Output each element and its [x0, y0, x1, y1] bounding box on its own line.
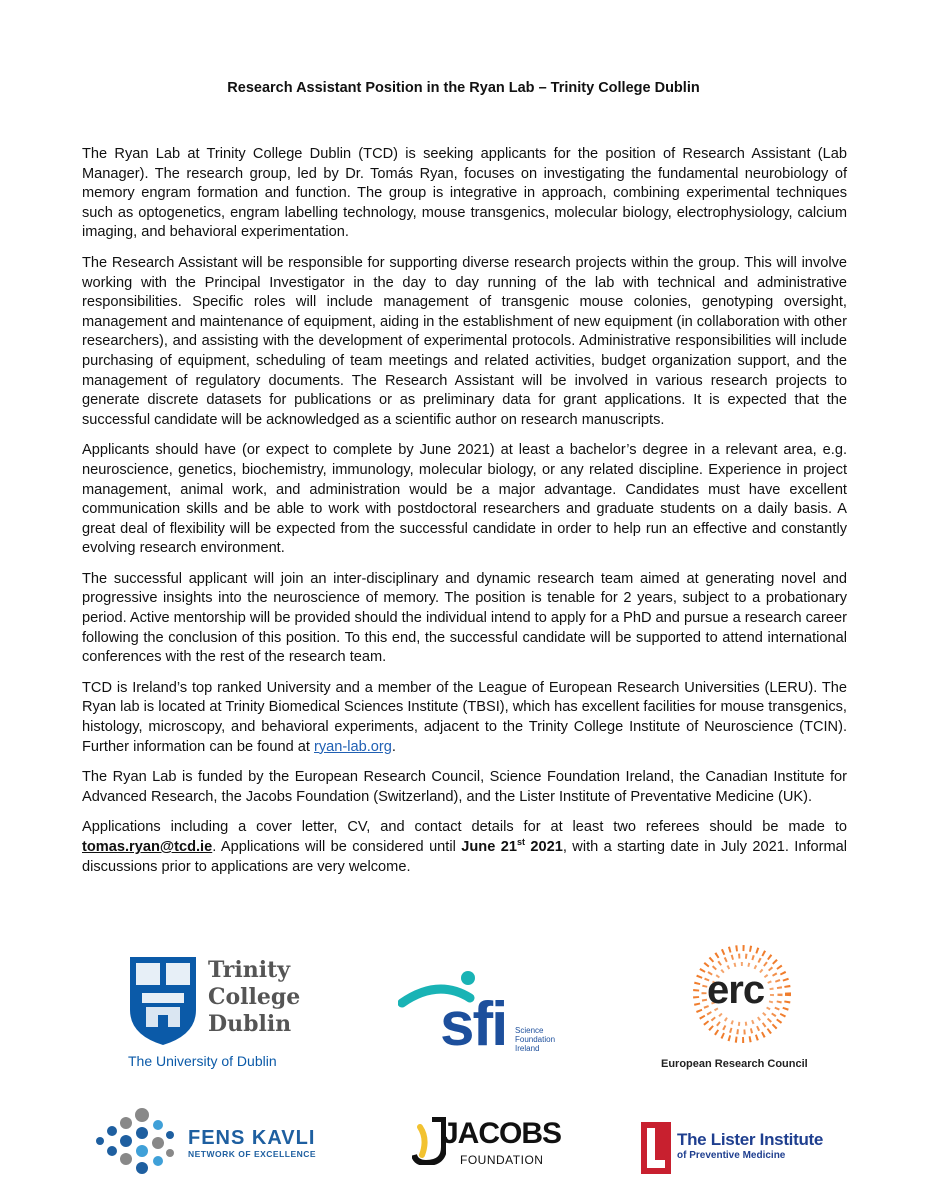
deadline-date: [461, 839, 563, 855]
jacobs-j-icon: [412, 1117, 446, 1165]
page-title: Research Assistant Position in the Ryan Lab – Trinity College Dublin: [227, 80, 700, 96]
paragraph-responsibilities: The Research Assistant will be responsible for supporting diverse research projects within the group. This will involve working with the Principal Investigator in the day to day running of the lab with technical and administrative responsibilities. Specific roles will include management of transgenic mouse colonies, genotyping oversight, management and maintenance of equipment, aiding in the establishment of new equipment (in collaboration with other researchers), and assisting with the development of experimental protocols. Administrative responsibilities will include purchasing of equipment, scheduling of team meetings and related activities, budget organization support, and the management of regulatory documents. The Research Assistant will be involved in various research projects to generate discrete datasets for publications or as preliminary data for grant applications. It is expected that the successful candidate will be acknowledged as a scientific author on research manuscripts.: [82, 254, 847, 428]
tcd-logo: [128, 955, 308, 1075]
erc-mark: erc: [707, 968, 765, 1012]
sfi-mark: sfi: [440, 990, 507, 1059]
tcd-subtitle: The University of Dublin: [128, 1053, 277, 1069]
fens-title: FENS KAVLI: [188, 1127, 316, 1149]
ryan-lab-link[interactable]: ryan-lab.org: [314, 738, 392, 755]
paragraph-applications: [82, 818, 847, 877]
fens-subtitle: NETWORK OF EXCELLENCE: [188, 1149, 317, 1159]
document-body: [82, 145, 847, 888]
tcd-line-2: College: [208, 984, 301, 1010]
jacobs-logo: [408, 1113, 562, 1173]
fens-kavli-logo: [90, 1105, 330, 1180]
sfi-line-2: Foundation: [515, 1035, 556, 1044]
lister-subtitle: of Preventive Medicine: [677, 1150, 786, 1161]
tcd-line-1: Trinity: [208, 957, 291, 983]
deadline-suffix: st: [516, 837, 525, 848]
sfi-line-1: Science: [515, 1026, 544, 1035]
paragraph-tcd: [82, 679, 847, 757]
paragraph-intro: The Ryan Lab at Trinity College Dublin (TCD) is seeking applicants for the position of Research Assistant (Lab Manager). The research group, led by Dr. Tomás Ryan, focuses on investigating the fundamental neurobiology of memory engram formation and function. The group is integrative in approach, combining experimental techniques such as optogenetics, engram labelling technology, mouse transgenics, molecular biology, electrophysiology, calcium imaging, and behavioral experimentation.: [82, 146, 847, 241]
tcd-crest-icon: [128, 955, 198, 1047]
paragraph-requirements: Applicants should have (or expect to complete by June 2021) at least a bachelor’s degree in a relevant area, e.g. neuroscience, genetics, biochemistry, immunology, molecular biology, or any related discipline. Experience in project management, animal work, and administration would be a major advantage. Candidates must have excellent communication skills and be able to work with postdoctoral researchers and graduate students on a daily basis. A great deal of flexibility will be expected from the successful candidate in order to help run an effective and constantly evolving research environment.: [82, 442, 847, 557]
email-link[interactable]: tomas.ryan@tcd.ie: [82, 839, 213, 855]
applications-text-end: , with a starting date in July 2021. Informal discussions prior to applications are very welcome.: [82, 839, 847, 875]
fens-network-icon: [90, 1105, 180, 1180]
sfi-logo: [398, 968, 568, 1063]
erc-logo: [655, 938, 825, 1078]
jacobs-title: JACOBS: [442, 1117, 562, 1150]
lister-logo: [641, 1120, 851, 1175]
tcd-line-3: Dublin: [208, 1011, 292, 1037]
paragraph-funding: The Ryan Lab is funded by the European Research Council, Science Foundation Ireland, the Canadian Institute for Advanced Research, the Jacobs Foundation (Switzerland), and the Lister Institute of Preventative Medicine (UK).: [82, 769, 847, 805]
paragraph-tcd-text: TCD is Ireland’s top ranked University and a member of the League of European Research Universities (LERU). The Ryan lab is located at Trinity Biomedical Sciences Institute (TBSI), which has excellent facilities for mouse transgenics, histology, microscopy, and behavioral experiments, adjacent to the Trinity College Institute of Neuroscience (TCIN). Further information can be found at: [82, 679, 847, 755]
deadline-day: June 21: [461, 839, 517, 855]
paragraph-team: The successful applicant will join an inter-disciplinary and dynamic research team aimed at generating novel and progressive insights into the neuroscience of memory. The position is tenable for 2 years, subject to a probationary period. Active mentorship will be provided should the individual intend to apply for a PhD and pursue a research career following the conclusion of this position. To this end, the successful candidate will be supported to attend international conferences with the rest of the research team.: [82, 570, 847, 666]
deadline-year: 2021: [524, 839, 563, 855]
lister-title: The Lister Institute: [677, 1130, 824, 1149]
sfi-line-3: Ireland: [515, 1044, 540, 1053]
erc-caption: European Research Council: [661, 1058, 808, 1070]
jacobs-subtitle: FOUNDATION: [460, 1153, 544, 1167]
applications-text-mid: . Applications will be considered until: [212, 839, 462, 855]
paragraph-tcd-end: .: [391, 738, 396, 755]
lister-l-icon: [641, 1122, 671, 1174]
applications-text-start: Applications including a cover letter, CV, and contact details for at least two referees should be made to: [82, 819, 847, 836]
